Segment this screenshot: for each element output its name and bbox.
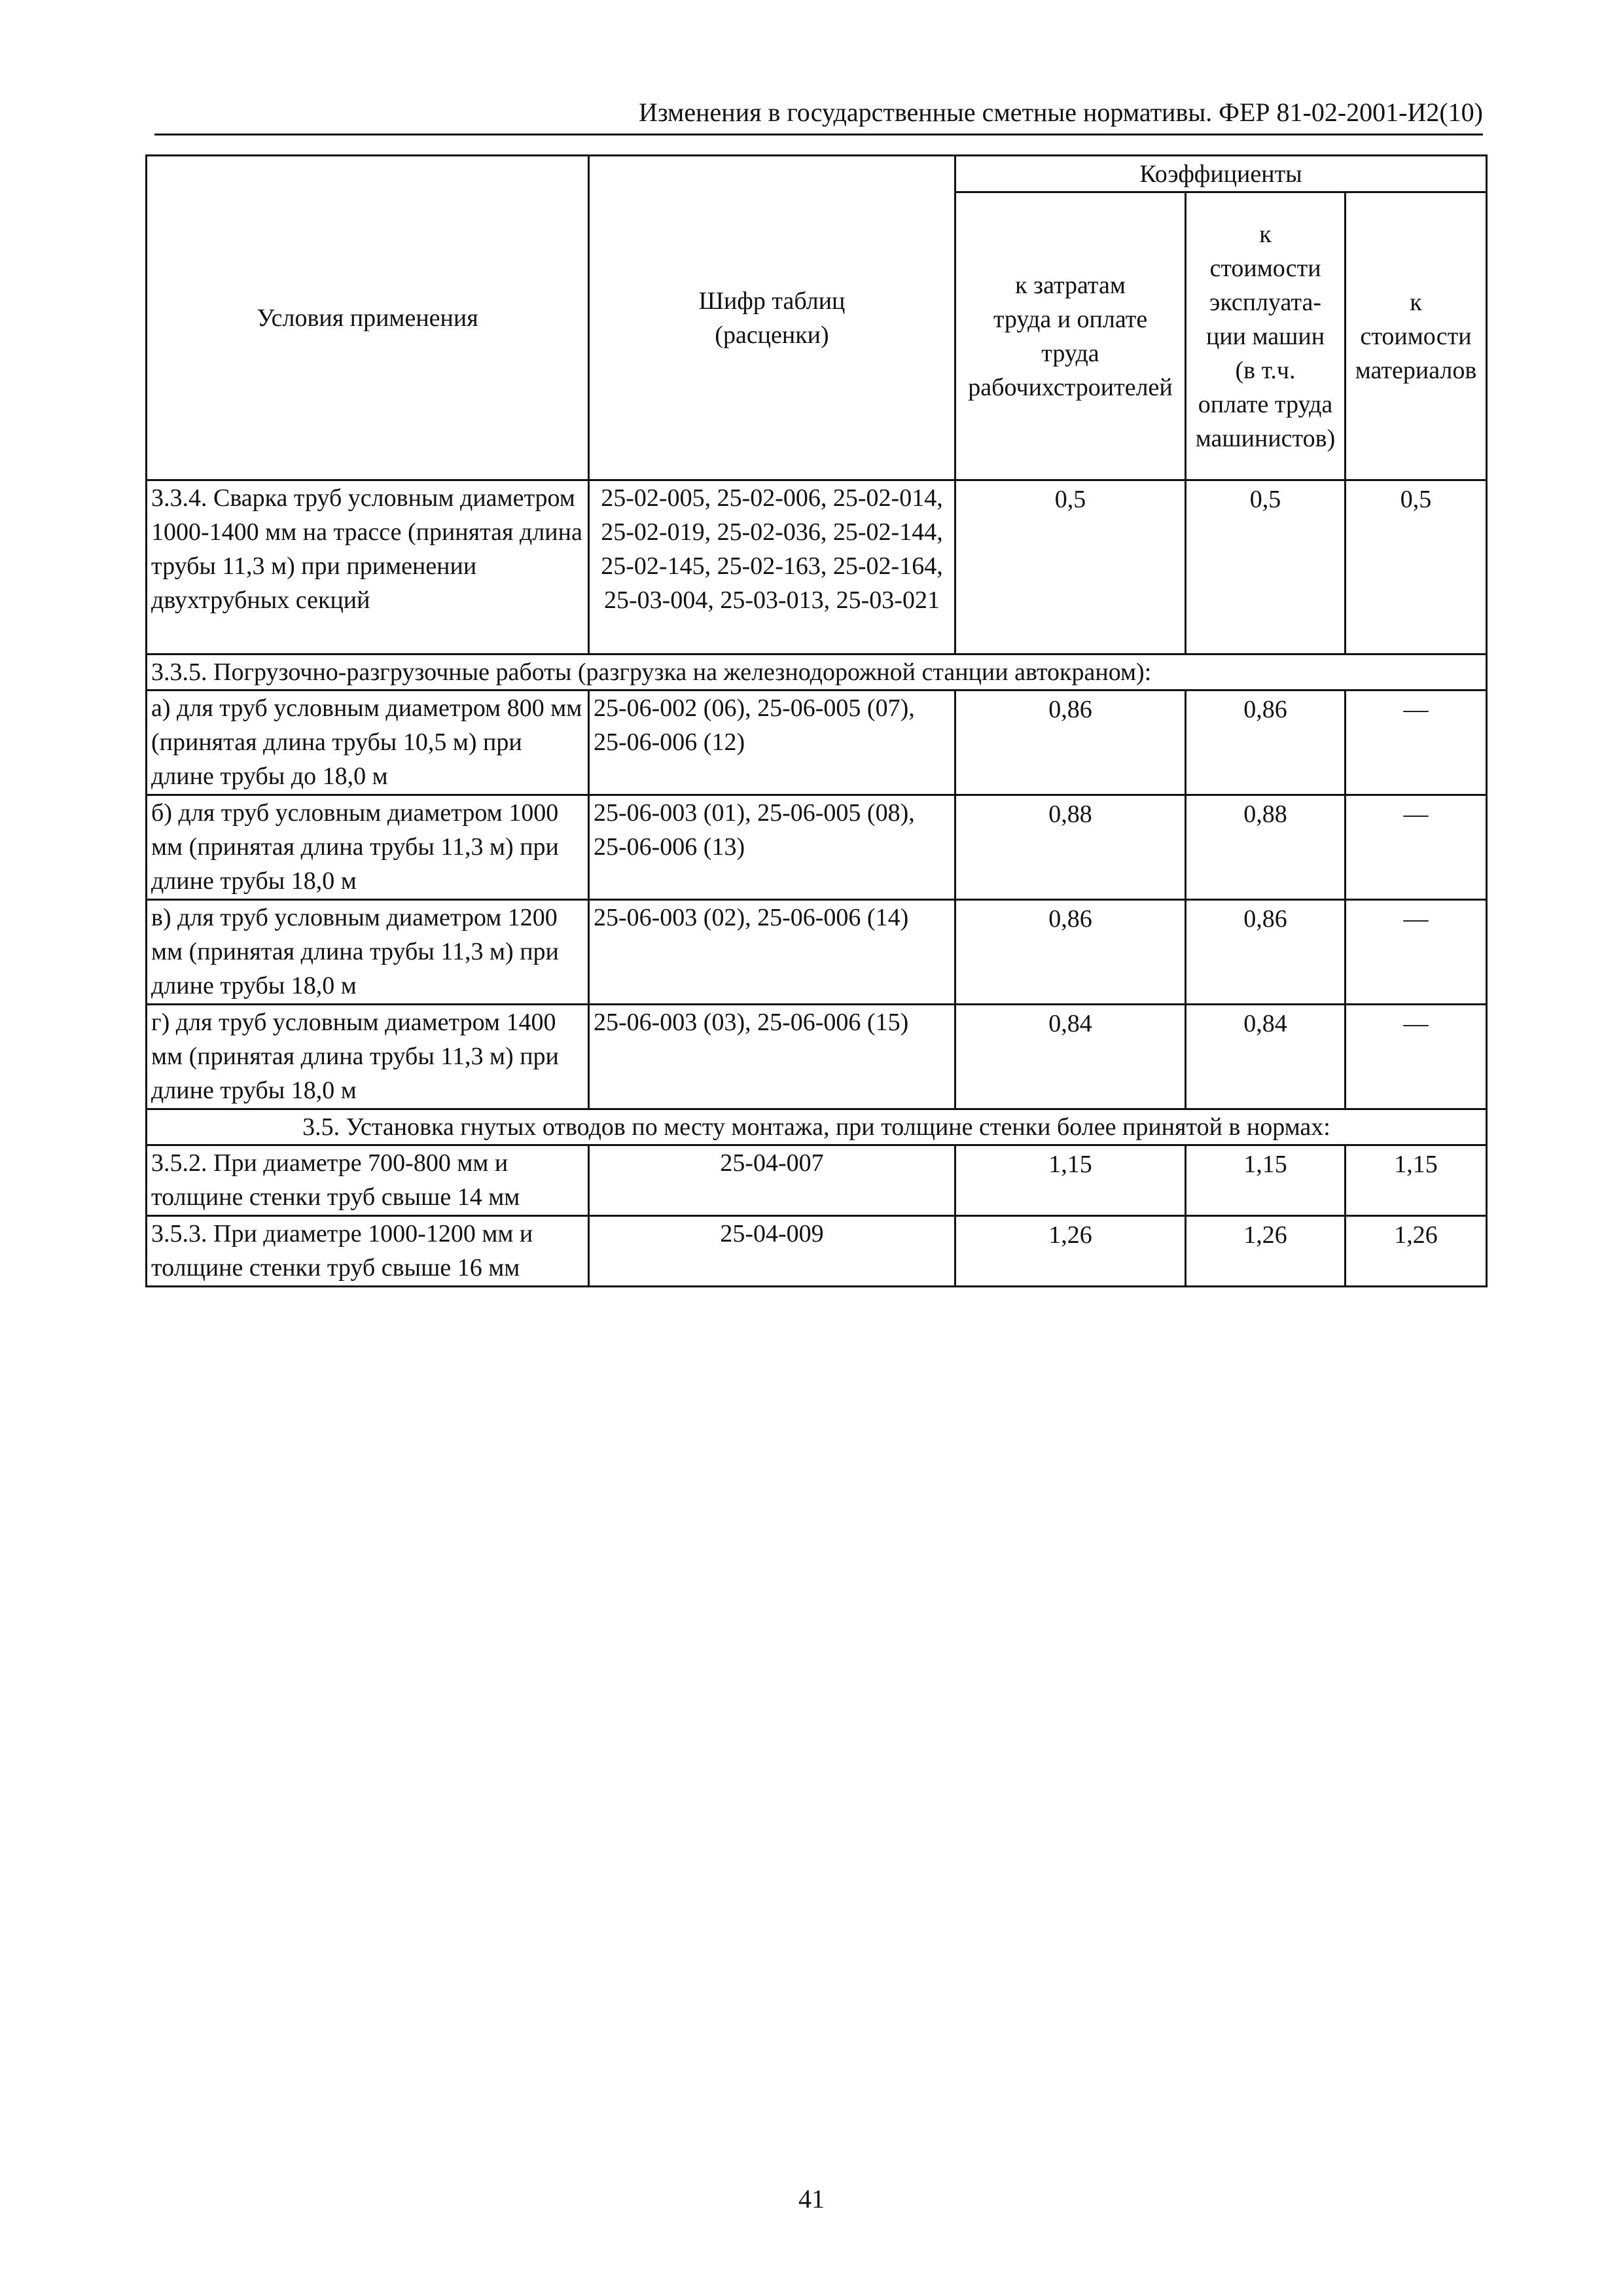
table-header-row [147,156,1487,192]
row-labor: 0,88 [955,795,1186,900]
row-materials: — [1346,900,1487,1005]
section-title: 3.5. Установка гнутых отводов по месту монтажа, при толщине стенки более принятой в нормах: [147,1109,1487,1145]
row-machines: 0,5 [1186,480,1346,655]
header-title: Изменения в государственные сметные нормативы. ФЕР 81-02-2001-И2(10) [638,98,1483,127]
row-condition: г) для труб условным диаметром 1400 мм (принятая длина трубы 11,3 м) при длине трубы 18,0 м [147,1005,589,1109]
row-machines: 0,88 [1186,795,1346,900]
row-condition: б) для труб условным диаметром 1000 мм (принятая длина трубы 11,3 м) при длине трубы 18,0 м [147,795,589,900]
header-conditions: Условия применения [147,156,589,480]
row-machines: 1,26 [1186,1216,1346,1287]
row-machines: 0,86 [1186,900,1346,1005]
row-codes: 25-06-003 (02), 25-06-006 (14) [589,900,955,1005]
row-labor: 0,84 [955,1005,1186,1109]
row-machines: 1,15 [1186,1145,1346,1216]
row-labor: 1,26 [955,1216,1186,1287]
table-row [147,1145,1487,1216]
table-row [147,1005,1487,1109]
row-labor: 0,86 [955,900,1186,1005]
header-labor: к затратам труда и оплате труда рабочихстроителей [955,192,1186,480]
row-materials: 0,5 [1346,480,1487,655]
table-row [147,1216,1487,1287]
header-machines: к стоимости эксплуата- ции машин (в т.ч. оплате труда машинистов) [1186,192,1346,480]
row-codes: 25-06-003 (03), 25-06-006 (15) [589,1005,955,1109]
row-condition: 3.5.2. При диаметре 700-800 мм и толщине стенки труб свыше 14 мм [147,1145,589,1216]
table-row [147,480,1487,655]
row-machines: 0,84 [1186,1005,1346,1109]
table-row [147,795,1487,900]
section-row [147,1109,1487,1145]
row-labor: 0,5 [955,480,1186,655]
section-title: 3.3.5. Погрузочно-разгрузочные работы (разгрузка на железнодорожной станции автокраном): [147,655,1487,691]
page-number: 41 [798,2184,825,2214]
header-materials: к стоимости материалов [1346,192,1487,480]
row-machines: 0,86 [1186,691,1346,795]
row-codes: 25-06-003 (01), 25-06-005 (08), 25-06-006 (13) [589,795,955,900]
row-condition: 3.5.3. При диаметре 1000-1200 мм и толщине стенки труб свыше 16 мм [147,1216,589,1287]
row-condition: а) для труб условным диаметром 800 мм (принятая длина трубы 10,5 м) при длине трубы до 18,0 м [147,691,589,795]
row-condition: 3.3.4. Сварка труб условным диаметром 1000-1400 мм на трассе (принятая длина трубы 11,3 м) при применении двухтрубных секций [147,480,589,655]
row-materials: — [1346,1005,1487,1109]
row-codes: 25-02-005, 25-02-006, 25-02-014, 25-02-019, 25-02-036, 25-02-144, 25-02-145, 25-02-163, 25-02-164, 25-03-004, 25-03-013, 25-03-021 [589,480,955,655]
row-materials: — [1346,691,1487,795]
row-condition: в) для труб условным диаметром 1200 мм (принятая длина трубы 11,3 м) при длине трубы 18,0 м [147,900,589,1005]
coefficients-table [145,154,1488,1287]
page-header [154,97,1483,135]
row-materials: 1,26 [1346,1216,1487,1287]
row-codes: 25-04-007 [589,1145,955,1216]
row-codes: 25-06-002 (06), 25-06-005 (07), 25-06-006 (12) [589,691,955,795]
row-labor: 1,15 [955,1145,1186,1216]
header-codes: Шифр таблиц (расценки) [589,156,955,480]
table-row [147,900,1487,1005]
section-row [147,655,1487,691]
row-codes: 25-04-009 [589,1216,955,1287]
row-materials: 1,15 [1346,1145,1487,1216]
table-row [147,691,1487,795]
row-labor: 0,86 [955,691,1186,795]
row-materials: — [1346,795,1487,900]
header-coefficients-group: Коэффициенты [955,156,1487,192]
